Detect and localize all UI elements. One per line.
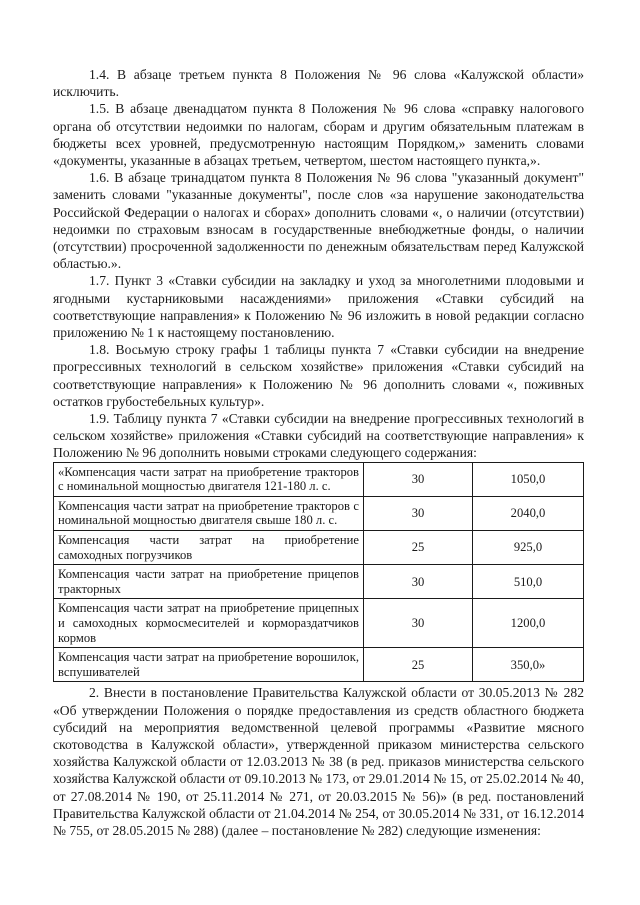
row-rate: 25	[364, 648, 473, 682]
row-description: «Компенсация части затрат на приобретение тракторов с номинальной мощностью двигателя 121-180 л. с.	[54, 462, 364, 496]
table-row	[54, 496, 584, 530]
row-description: Компенсация части затрат на приобретение прицепов тракторных	[54, 565, 364, 599]
paragraph-1-9: 1.9. Таблицу пункта 7 «Ставки субсидии на внедрение прогрессивных технологий в сельском хозяйстве» приложения «Ставки субсидий на соответствующие направления» к Положению № 96 дополнить новыми строками следующего содержания:	[53, 411, 584, 461]
row-description: Компенсация части затрат на приобретение прицепных и самоходных кормосмесителей и кормораздатчиков кормов	[54, 599, 364, 648]
row-amount: 1050,0	[473, 462, 584, 496]
paragraph-1-4: 1.4. В абзаце третьем пункта 8 Положения № 96 слова «Калужской области» исключить.	[53, 67, 584, 100]
table-row	[54, 462, 584, 496]
row-rate: 30	[364, 462, 473, 496]
paragraph-1-5: 1.5. В абзаце двенадцатом пункта 8 Положения № 96 слова «справку налогового органа об отсутствии недоимки по налогам, сборам и другим обязательным платежам в бюджеты всех уровней, предусмотренную настоящим Порядком,» заменить словами «документы, указанные в абзацах третьем, четвертом, шестом настоящего пункта,».	[53, 101, 584, 169]
row-rate: 30	[364, 599, 473, 648]
table-row	[54, 531, 584, 565]
paragraph-1-7: 1.7. Пункт 3 «Ставки субсидии на закладку и уход за многолетними плодовыми и ягодными кустарниковыми насаждениями» приложения «Ставки субсидий на соответствующие направления» к Положению № 96 изложить в новой редакции согласно приложению № 1 к настоящему постановлению.	[53, 273, 584, 341]
table-row	[54, 599, 584, 648]
table-row	[54, 565, 584, 599]
subsidy-rates-table	[53, 462, 584, 683]
row-rate: 30	[364, 496, 473, 530]
row-description: Компенсация части затрат на приобретение самоходных погрузчиков	[54, 531, 364, 565]
paragraph-1-8: 1.8. Восьмую строку графы 1 таблицы пункта 7 «Ставки субсидии на внедрение прогрессивных технологий в сельском хозяйстве» приложения «Ставки субсидий на соответствующие направления» к Положению № 96 дополнить словами «, поживных остатков грубостебельных культур».	[53, 342, 584, 409]
row-description: Компенсация части затрат на приобретение тракторов с номинальной мощностью двигателя свыше 180 л. с.	[54, 496, 364, 530]
row-amount: 925,0	[473, 531, 584, 565]
row-amount: 510,0	[473, 565, 584, 599]
row-rate: 30	[364, 565, 473, 599]
document-page	[53, 66, 584, 839]
paragraph-1-6: 1.6. В абзаце тринадцатом пункта 8 Положения № 96 слова "указанный документ" заменить словами "указанные документы", после слов «за нарушение законодательства Российской Федерации о налогах и сборах» дополнить словами «, о наличии (отсутствии) недоимки по страховым взносам в государственные внебюджетные фонды, о наличии (отсутствии) просроченной задолженности по денежным обязательствам перед Калужской областью.».	[53, 170, 584, 272]
row-rate: 25	[364, 531, 473, 565]
row-amount: 1200,0	[473, 599, 584, 648]
row-description: Компенсация части затрат на приобретение ворошилок, вспушивателей	[54, 648, 364, 682]
table-row	[54, 648, 584, 682]
row-amount: 2040,0	[473, 496, 584, 530]
row-amount: 350,0»	[473, 648, 584, 682]
paragraph-2: 2. Внести в постановление Правительства Калужской области от 30.05.2013 № 282 «Об утверждении Положения о порядке предоставления из средств областного бюджета субсидий на мероприятия ведомственной целевой программы «Развитие мясного скотоводства в Калужской области», утвержденной приказом министерства сельского хозяйства Калужской области от 12.03.2013 № 38 (в ред. приказов министерства сельского хозяйства Калужской области от 09.10.2013 № 173, от 29.01.2014 № 15, от 25.02.2014 № 40, от 27.08.2014 № 190, от 25.11.2014 № 271, от 20.03.2015 № 56)» (в ред. постановлений Правительства Калужской области от 21.04.2014 № 254, от 30.05.2014 № 331, от 16.12.2014 № 755, от 28.05.2015 № 288) (далее – постановление № 282) следующие изменения:	[53, 685, 584, 839]
